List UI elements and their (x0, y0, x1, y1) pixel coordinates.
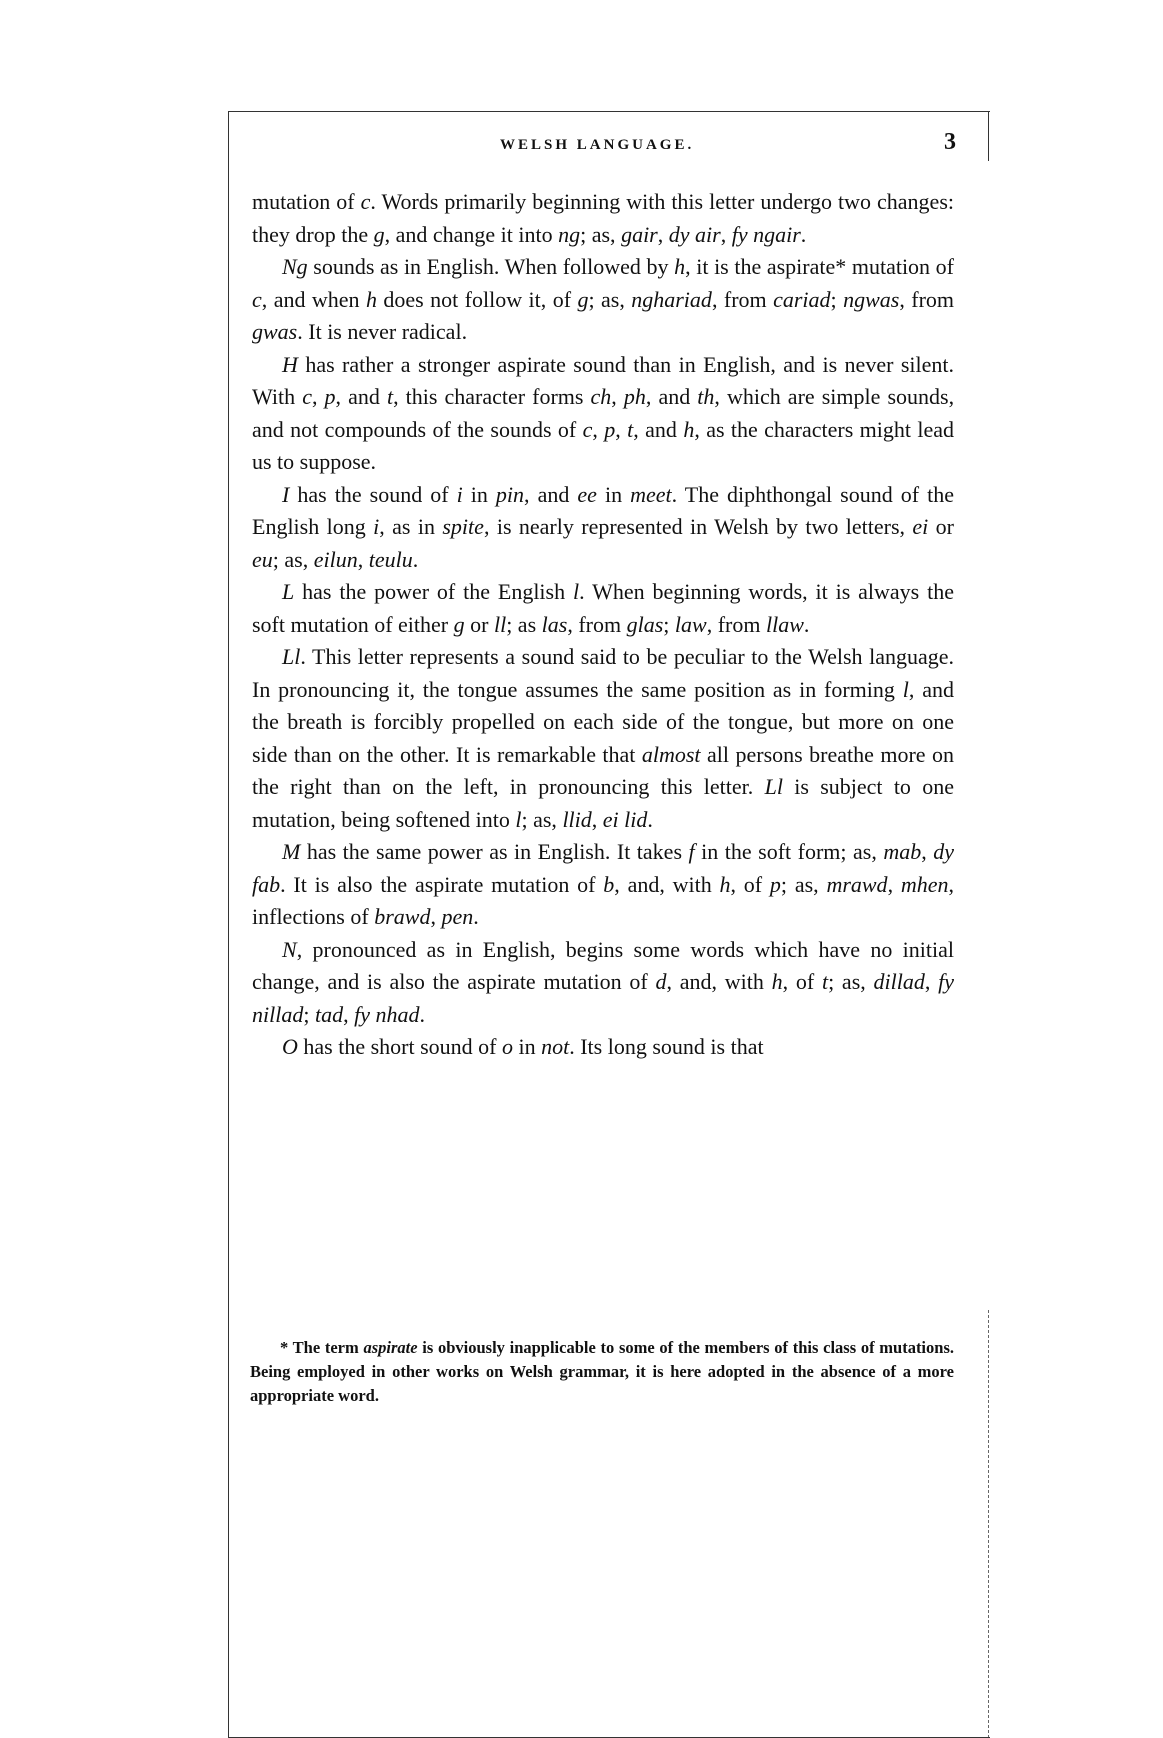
text-run: , and (335, 384, 387, 409)
page-number: 3 (944, 129, 956, 155)
text-run: , from (706, 611, 766, 637)
italic-term: p (324, 384, 336, 409)
italic-term: las (541, 611, 568, 637)
italic-term: h (683, 416, 695, 442)
paragraph (252, 934, 954, 1032)
italic-term: M (282, 839, 301, 864)
text-run: ; as, (580, 221, 622, 247)
text-run: , (924, 969, 939, 994)
text-run: , (657, 221, 669, 247)
italic-term: o (501, 1034, 513, 1059)
paragraph (252, 186, 954, 251)
italic-term: fy nillad (252, 969, 954, 1027)
page-frame-top-rule (228, 111, 990, 112)
italic-term: l (515, 806, 522, 832)
text-run: . (473, 904, 479, 929)
text-run: has the sound of (289, 481, 457, 507)
italic-term: p (604, 416, 616, 442)
text-run: . It is also the aspirate mutation of (280, 871, 604, 897)
italic-term: gair (621, 221, 658, 247)
paragraph (252, 576, 954, 641)
italic-term: llid (562, 806, 592, 832)
text-run: . Its long sound is that (569, 1034, 764, 1059)
text-run: , (720, 221, 732, 247)
text-run: , (887, 871, 901, 897)
text-run: ; as, (521, 806, 563, 832)
text-run: , (611, 384, 624, 409)
italic-term: Ll (764, 774, 783, 799)
italic-term: c (302, 384, 312, 409)
italic-term: c (582, 416, 593, 442)
italic-term: cariad (773, 286, 831, 312)
text-run: , (430, 904, 442, 929)
text-run: , of (730, 871, 770, 897)
text-run: in (512, 1034, 542, 1059)
italic-term: h (719, 871, 731, 897)
italic-term: i (456, 481, 463, 507)
italic-term: dy air (668, 221, 721, 247)
text-run: , and change it into (384, 221, 559, 247)
text-run: , and the breath is forcibly propelled on each side of the tongue, but more on one side than on the other. It is remarkable that (252, 676, 954, 767)
text-run: . Words primarily beginning with this letter undergo two changes: they drop the (252, 189, 954, 247)
text-run: . The diphthongal sound of the English long (252, 481, 954, 539)
text-run: or (928, 514, 954, 539)
italic-term: llaw (765, 611, 804, 637)
italic-term: th (697, 384, 715, 409)
italic-term: ngwas (843, 286, 900, 312)
italic-term: g (577, 286, 589, 312)
text-run: sounds as in English. When followed by (307, 254, 675, 279)
italic-term: dy fab (252, 839, 954, 897)
italic-term: p (769, 871, 781, 897)
italic-term: mrawd (826, 871, 888, 897)
page-frame-left-rule (228, 111, 229, 1737)
text-run: , is nearly represented in Welsh by two letters, (483, 514, 913, 539)
text-run: . It is never radical. (297, 319, 468, 344)
text-run: , from (567, 611, 627, 637)
text-run: , as the characters might lead us to suppose. (252, 416, 955, 474)
text-run: , and (645, 384, 698, 409)
text-run: , and (524, 481, 578, 507)
text-run: all persons breathe more on the right than on the left, in pronouncing this letter. (252, 741, 955, 799)
italic-term: dillad (873, 969, 925, 994)
italic-term: eilun (313, 546, 358, 572)
italic-term: ch (590, 384, 612, 409)
italic-term: mab (883, 839, 922, 864)
italic-term: h (365, 286, 377, 312)
italic-term: c (252, 286, 262, 312)
text-run: ; as, (828, 969, 874, 994)
italic-term: d (655, 969, 667, 994)
text-run: , from (899, 286, 955, 312)
italic-term: eu (252, 546, 273, 572)
running-head: WELSH LANGUAGE. (500, 137, 695, 153)
italic-term: fy ngair (731, 221, 801, 247)
text-run: . This letter represents a sound said to be peculiar to the Welsh language. In pronouncing it, the tongue assumes the same position as in forming (252, 644, 954, 702)
text-run: is subject to one mutation, being softened into (252, 774, 955, 832)
text-run: ; as, (588, 286, 632, 312)
text-run: , of (782, 969, 822, 994)
text-run: , and when (261, 286, 366, 312)
italic-term: ei (912, 514, 929, 539)
italic-term: tad (314, 1001, 344, 1027)
page-frame-right-rule (988, 111, 989, 161)
italic-term: mhen (900, 871, 949, 897)
italic-term: f (688, 839, 695, 864)
text-run: , as in (379, 514, 443, 539)
italic-term: g (373, 221, 385, 247)
text-run: , (311, 384, 325, 409)
italic-term: L (282, 579, 295, 604)
text-run: , and (633, 416, 684, 442)
italic-term: glas (626, 611, 664, 637)
text-run: ; as, (272, 546, 314, 572)
text-run: , (343, 1001, 355, 1027)
text-run: in the soft form; as, (694, 839, 884, 864)
body-text (252, 186, 954, 1064)
italic-term: pin (495, 481, 525, 507)
italic-term: b (603, 871, 615, 897)
text-run: ; (303, 1001, 315, 1027)
text-run: , (921, 839, 934, 864)
text-run: . (803, 611, 810, 637)
italic-term: pen (441, 904, 474, 929)
text-run: , (592, 416, 605, 442)
italic-term: almost (641, 741, 701, 767)
text-run: . (419, 1001, 425, 1027)
italic-term: H (282, 351, 298, 377)
italic-term: l (572, 579, 580, 604)
italic-term: ll (493, 611, 507, 637)
italic-term: t (386, 384, 394, 409)
italic-term: t (627, 416, 634, 442)
italic-term: ph (623, 384, 646, 409)
text-run: . (647, 806, 653, 832)
paragraph (252, 349, 954, 479)
text-run: ; as, (780, 871, 827, 897)
italic-term: meet (630, 481, 672, 507)
italic-term: nghariad (631, 286, 712, 312)
text-run: . (412, 546, 419, 572)
text-run: , which are simple sounds, and not compounds of the sounds of (252, 384, 955, 442)
paragraph (252, 641, 954, 836)
italic-term: c (360, 189, 371, 214)
text-run: ; (663, 611, 675, 637)
text-run: has the power of the English (294, 579, 573, 604)
text-run: ; (830, 286, 844, 312)
italic-term: i (373, 514, 380, 539)
text-run: . (800, 221, 807, 247)
italic-term: N (282, 936, 297, 962)
text-run: or (464, 611, 494, 637)
text-run: is obviously inapplicable to some of the members of this class of mutations. Being employed in other works on Welsh grammar, it is here adopted in the absence of a more appropriate word. (250, 1338, 954, 1405)
text-run: , (357, 546, 369, 572)
text-run: , from (711, 286, 774, 312)
italic-term: brawd (374, 904, 431, 929)
italic-term: Ll (282, 644, 301, 669)
italic-term: ei lid (602, 806, 648, 832)
italic-term: I (282, 481, 290, 507)
italic-term: gwas (252, 319, 298, 344)
text-run: in (462, 481, 496, 507)
text-run: has rather a stronger aspirate sound than in English, and is never silent. With (252, 351, 954, 409)
paragraph (252, 836, 954, 934)
text-run: has the same power as in English. It takes (300, 839, 689, 864)
page-frame-right-rule-lower (988, 1310, 989, 1738)
text-run: , and, with (666, 969, 772, 994)
footnote-paragraph (250, 1336, 954, 1408)
paragraph (252, 479, 954, 577)
text-run: has the short sound of (297, 1034, 502, 1059)
italic-term: spite (442, 514, 484, 539)
text-run: , pronounced as in English, begins some words which have no initial change, and is also the aspirate mutation of (252, 936, 954, 994)
text-run: ; as (506, 611, 542, 637)
text-run: . When beginning words, it is always the soft mutation of either (252, 579, 954, 637)
italic-term: ng (558, 221, 581, 247)
italic-term: fy nhad (354, 1001, 420, 1027)
paragraph (252, 1031, 954, 1064)
text-run: , and, with (614, 871, 720, 897)
italic-term: g (453, 611, 465, 637)
italic-term: not (541, 1034, 570, 1059)
text-run: * The term (280, 1338, 364, 1357)
text-run: , (615, 416, 628, 442)
italic-term: h (674, 254, 686, 279)
italic-term: ee (577, 481, 597, 507)
italic-term: Ng (282, 254, 308, 279)
text-run: , inflections of (252, 871, 955, 929)
text-run: , it is the aspirate* mutation of (685, 254, 954, 279)
text-run: , (591, 806, 603, 832)
italic-term: teulu (368, 546, 413, 572)
italic-term: aspirate (363, 1338, 418, 1357)
italic-term: t (821, 969, 829, 994)
text-run: mutation of (252, 189, 361, 214)
italic-term: O (282, 1034, 298, 1059)
italic-term: law (674, 611, 707, 637)
text-run: does not follow it, of (376, 286, 578, 312)
italic-term: l (902, 676, 909, 702)
footnote (250, 1336, 954, 1408)
text-run: , this character forms (393, 384, 591, 409)
paragraph (252, 251, 954, 349)
italic-term: h (771, 969, 783, 994)
text-run: in (596, 481, 631, 507)
